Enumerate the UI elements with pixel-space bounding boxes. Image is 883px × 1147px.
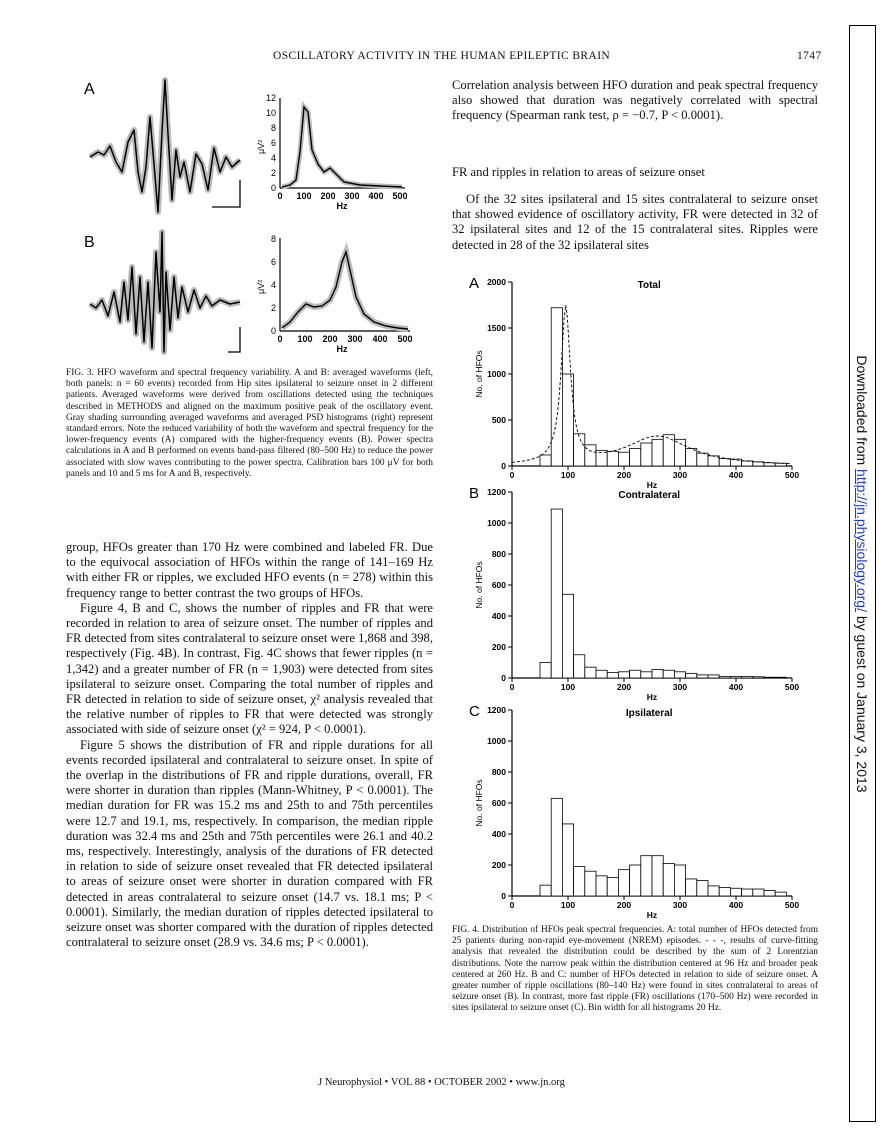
histogram-bar: [596, 670, 607, 678]
histogram-bar: [551, 308, 562, 466]
fig3-caption: [66, 368, 433, 480]
fig4-caption-text: Distribution of HFOs peak spectral frequencies. A: total number of HFOs detected from 25 patients during non-rapid eye-movement (NREM) episodes. - - -, results of curve-fitting analysis that revealed the distribution could be described by the sum of 2 Lorentzian distributions. Note the narrow peak within the distribution centered at 96 Hz and broader peak centered at 260 Hz. B and C: number of HFOs detected in relation to side of seizure onset. A greater number of ripple oscillations (80–140 Hz) were found in sites contralateral to areas of seizure onset (B). In contrast, more fast ripple (FR) oscillations (170–500 Hz) were recorded in sites ipsilateral to seizure onset (C). Bin width for all histograms 20 Hz.: [452, 925, 818, 1014]
histogram-bar: [697, 881, 708, 897]
paragraph: Figure 4, B and C, shows the number of ripples and FR that were recorded in relation to area of seizure onset. The number of ripples and FR detected from sites contralateral to seizure onset were 1,868 and 398, respectively (Fig. 4B). In contrast, Fig. 4C shows that fewer ripples (n = 1,342) and a greater number of FR (n = 1,903) were detected from sites ipsilateral to seizure onset. Comparing the total number of ripples and FR detected in relation to side of seizure onset, χ² analysis revealed that the relative number of ripples to FR that were detected was strongly associated with side of seizure onset (χ² = 924, P < 0.0001).: [66, 600, 433, 737]
x-tick-label: 100: [560, 900, 576, 910]
y-tick-label: 600: [491, 580, 506, 590]
psd-b-ytick: 8: [270, 234, 276, 244]
fig3-caption-label: FIG. 3.: [66, 368, 94, 378]
psd-b-ytick: 6: [270, 257, 276, 267]
psd-a-ytick: 6: [270, 138, 276, 148]
y-tick-label: 1200: [487, 487, 506, 497]
x-tick-label: 0: [509, 470, 515, 480]
psd-b-ytick: 4: [270, 280, 276, 290]
psd-a-ytick: 4: [270, 153, 276, 163]
psd-b-xlabel: Hz: [336, 344, 348, 354]
x-tick-label: 0: [509, 900, 515, 910]
histogram-bar: [574, 434, 585, 466]
footer-volume: VOL 88: [390, 1077, 426, 1088]
histogram-bar: [719, 676, 730, 678]
x-tick-label: 200: [616, 682, 632, 692]
histogram-bar: [742, 461, 753, 466]
psd-b-curve: [282, 252, 408, 329]
histogram-bar: [574, 655, 585, 678]
psd-a-xtick: 300: [344, 191, 360, 201]
fig3-caption-methods: METHODS: [116, 401, 163, 412]
psd-a-chart: [256, 93, 408, 211]
histogram-bar: [663, 435, 674, 466]
y-tick-label: 1000: [487, 736, 506, 746]
psd-a-ytick: 12: [265, 93, 276, 103]
paragraph: Figure 5 shows the distribution of FR and ripple durations for all events recorded ipsilateral and contralateral to seizure onset. In spite of the overlap in the distributions of FR and ripple durations, overall, FR were shorter in duration than ripples (Mann-Whitney, P < 0.0001). The median duration for FR was 15.2 ms and 25th to and 75th percentiles were 12.7 and 19.1, ms, respectively. In comparison, the median ripple duration was 32.4 ms and 25th and 75th percentiles were 26.1 and 40.2 ms, respectively. Interestingly, analysis of the durations of FR detected in relation to side of seizure onset revealed that FR detected ipsilateral to areas of seizure onset were shorter in duration compared with FR detected in areas contralateral to seizure onset (14.7 vs. 18.1 ms; P < 0.0001). Similarly, the median duration of ripples detected ipsilateral to seizure onset was shorter compared with the duration of ripples detected contralateral to seizure onset (28.9 vs. 34.6 ms; P < 0.0001).: [66, 737, 433, 950]
fig4-caption: [452, 925, 818, 1015]
psd-b-xtick: 200: [322, 334, 338, 344]
running-title: OSCILLATORY ACTIVITY IN THE HUMAN EPILEPTIC BRAIN: [273, 50, 611, 62]
fig3-panel-b-label: B: [84, 234, 95, 251]
histogram-bar: [674, 865, 685, 896]
psd-a-xtick: 400: [368, 191, 384, 201]
y-tick-label: 200: [491, 642, 506, 652]
histogram-bar: [708, 886, 719, 896]
histogram-bar: [753, 677, 764, 678]
fig3-caption-text: HFO waveform and spectral frequency variability. A and B: averaged waveforms (left, both panels: n = 60 events) recorded from Hip sites ipsilateral to seizure onset in 2 different patients. Averaged waveforms were derived from oscillations detected using the techniques described in: [66, 368, 434, 412]
histogram-bar: [674, 672, 685, 678]
histogram-bar: [730, 888, 741, 896]
x-tick-label: 500: [784, 900, 800, 910]
x-tick-label: 100: [560, 682, 576, 692]
histogram-bar: [618, 870, 629, 896]
section-heading: FR and ripples in relation to areas of seizure onset: [452, 165, 705, 179]
waveform-a-shading: [90, 80, 240, 212]
histogram-bar: [618, 452, 629, 466]
histogram-bar: [585, 871, 596, 896]
fig3-panel-a-label: A: [84, 81, 95, 98]
histogram-bar: [753, 889, 764, 896]
histogram-bar: [686, 449, 697, 466]
page-number: 1747: [797, 50, 822, 62]
psd-a-xtick: 500: [392, 191, 408, 201]
histogram-bar: [708, 456, 719, 466]
psd-a-xlabel: Hz: [336, 201, 348, 211]
psd-b-chart: [256, 234, 413, 354]
x-tick-label: 400: [728, 470, 744, 480]
psd-a-xtick: 0: [277, 191, 283, 201]
histogram-bar: [641, 856, 652, 896]
download-notice: [854, 355, 870, 792]
x-tick-label: 300: [672, 470, 688, 480]
download-notice-suffix: by guest on January 3, 2013: [854, 611, 870, 793]
x-axis-label: Hz: [646, 480, 658, 490]
y-tick-label: 1500: [487, 323, 506, 333]
y-tick-label: 2000: [487, 277, 506, 287]
panel-label: B: [469, 485, 480, 502]
x-tick-label: 500: [784, 470, 800, 480]
histogram-bar: [764, 891, 775, 896]
histogram-bar: [630, 670, 641, 678]
x-tick-label: 400: [728, 900, 744, 910]
x-tick-label: 300: [672, 900, 688, 910]
calibration-bar-a: [212, 180, 240, 207]
fig3-caption-text-cont: and aligned on the maximum positive peak of the oscillatory event. Gray shading surrounding averaged waveforms and averaged PSD histograms (right) represent standard errors. Note the reduced variability of both the waveform and spectral frequency for the lower-frequency events (A) compared with the higher-frequency events (B). Power spectra calculations in A and B performed on events band-pass filtered (80–500 Hz) to reduce the power associated with slow waves contributing to the power spectra. Calibration bars 100 μV for both panels and 10 and 5 ms for A and B, respectively.: [66, 401, 434, 479]
histogram-bar: [630, 865, 641, 896]
histogram-bar: [540, 455, 551, 466]
y-axis-label: No. of HFOs: [474, 350, 484, 398]
psd-a-ylabel: μV²: [256, 139, 266, 154]
psd-b-ylabel: μV²: [256, 279, 266, 294]
x-tick-label: 300: [672, 682, 688, 692]
histogram-bar: [764, 677, 775, 678]
histogram-bar: [719, 459, 730, 466]
histogram-bar: [697, 675, 708, 678]
panel-label: C: [469, 703, 480, 720]
histogram-bar: [574, 867, 585, 896]
histogram-bar: [697, 453, 708, 466]
psd-a-ytick: 2: [270, 168, 276, 178]
figure-3: [80, 72, 440, 362]
footer-journal: J Neurophysiol: [318, 1077, 382, 1088]
histogram-bar: [730, 459, 741, 466]
paragraph: group, HFOs greater than 170 Hz were combined and labeled FR. Due to the equivocal association of HFOs within the range of 141–169 Hz with either FR or ripples, we excluded HFO events (n = 278) within this frequency range to better contrast the two groups of HFOs.: [66, 540, 433, 600]
left-column: [66, 540, 433, 950]
histogram-bar: [596, 876, 607, 896]
histogram-bar: [562, 594, 573, 678]
y-axis-label: No. of HFOs: [474, 561, 484, 609]
calibration-bar-b: [228, 327, 240, 352]
y-tick-label: 200: [491, 860, 506, 870]
histogram-bar: [730, 676, 741, 678]
histogram-bar: [540, 885, 551, 896]
psd-a-ytick: 8: [270, 123, 276, 133]
y-tick-label: 1000: [487, 369, 506, 379]
panel-label: A: [469, 275, 480, 292]
y-tick-label: 400: [491, 611, 506, 621]
psd-b-xtick: 100: [297, 334, 313, 344]
histogram-bar: [686, 879, 697, 896]
histogram-bar: [663, 863, 674, 896]
y-tick-label: 0: [501, 461, 506, 471]
right-column-top: [452, 78, 818, 124]
psd-b-xtick: 0: [277, 334, 283, 344]
histogram-bar: [708, 675, 719, 678]
histogram-bar: [775, 463, 786, 466]
histogram-bar: [663, 670, 674, 678]
histogram-bar: [562, 824, 573, 896]
histogram-bar: [630, 449, 641, 466]
x-axis-label: Hz: [646, 910, 658, 920]
fig4-caption-label: FIG. 4.: [452, 925, 480, 935]
histogram-bar: [652, 669, 663, 678]
chart-title: Total: [637, 280, 661, 291]
x-tick-label: 0: [509, 682, 515, 692]
histogram-bar: [775, 677, 786, 678]
histogram-bar: [540, 663, 551, 679]
y-tick-label: 800: [491, 767, 506, 777]
psd-b-shading: [282, 252, 408, 329]
paragraph: Correlation analysis between HFO duration and peak spectral frequency also showed that duration was negatively correlated with spectral frequency (Spearman rank test, ρ = −0.7, P < 0.0001).: [452, 78, 818, 123]
histogram-bar: [585, 667, 596, 678]
histogram-bar: [607, 877, 618, 896]
chart-title: Ipsilateral: [625, 708, 673, 719]
psd-a-ytick: 0: [270, 183, 276, 193]
psd-a-ytick: 10: [265, 108, 276, 118]
histogram-bar: [562, 374, 573, 466]
footer-date: OCTOBER 2002: [434, 1077, 507, 1088]
histogram-bar: [742, 889, 753, 896]
y-tick-label: 1200: [487, 705, 506, 715]
psd-a-xtick: 100: [296, 191, 312, 201]
x-axis-label: Hz: [646, 692, 658, 702]
psd-b-xtick: 300: [347, 334, 363, 344]
histogram-bar: [652, 439, 663, 466]
psd-b-xtick: 400: [372, 334, 388, 344]
x-tick-label: 500: [784, 682, 800, 692]
chart-title: Contralateral: [618, 490, 681, 501]
psd-b-xtick: 500: [397, 334, 413, 344]
histogram-bar: [719, 887, 730, 896]
histogram-bar: [607, 451, 618, 466]
footer-url[interactable]: www.jn.org: [515, 1077, 565, 1088]
y-tick-label: 0: [501, 891, 506, 901]
x-tick-label: 200: [616, 900, 632, 910]
histogram-bar: [618, 672, 629, 678]
x-tick-label: 100: [560, 470, 576, 480]
histogram-bar: [775, 892, 786, 896]
y-tick-label: 0: [501, 673, 506, 683]
y-tick-label: 800: [491, 549, 506, 559]
histogram-bar: [742, 676, 753, 678]
download-notice-prefix: Downloaded from: [854, 355, 870, 470]
y-tick-label: 1000: [487, 518, 506, 528]
psd-b-ytick: 2: [270, 303, 276, 313]
figure-4: [455, 270, 815, 920]
histogram-bar: [551, 798, 562, 896]
psd-a-curve: [282, 107, 402, 187]
histogram-bar: [551, 509, 562, 678]
y-tick-label: 600: [491, 798, 506, 808]
histogram-bar: [641, 443, 652, 466]
y-tick-label: 400: [491, 829, 506, 839]
paragraph: Of the 32 sites ipsilateral and 15 sites contralateral to seizure onset that showed evidence of oscillatory activity, FR were detected in 32 of 32 ipsilateral sites and 12 of the 15 contralateral sites. Ripples were detected in 28 of the 32 ipsilateral sites: [452, 192, 818, 252]
psd-b-ytick: 0: [270, 326, 276, 336]
histogram-bar: [607, 673, 618, 678]
y-tick-label: 500: [491, 415, 506, 425]
x-tick-label: 200: [616, 470, 632, 480]
right-column-text: [452, 192, 818, 253]
download-notice-link[interactable]: http://jn.physiology.org/: [854, 469, 870, 612]
footer: J Neurophysiol • VOL 88 • OCTOBER 2002 • www.jn.org: [318, 1077, 565, 1088]
y-axis-label: No. of HFOs: [474, 779, 484, 827]
histogram-bar: [641, 672, 652, 678]
histogram-bar: [652, 856, 663, 896]
x-tick-label: 400: [728, 682, 744, 692]
psd-a-xtick: 200: [320, 191, 336, 201]
histogram-bar: [686, 673, 697, 678]
